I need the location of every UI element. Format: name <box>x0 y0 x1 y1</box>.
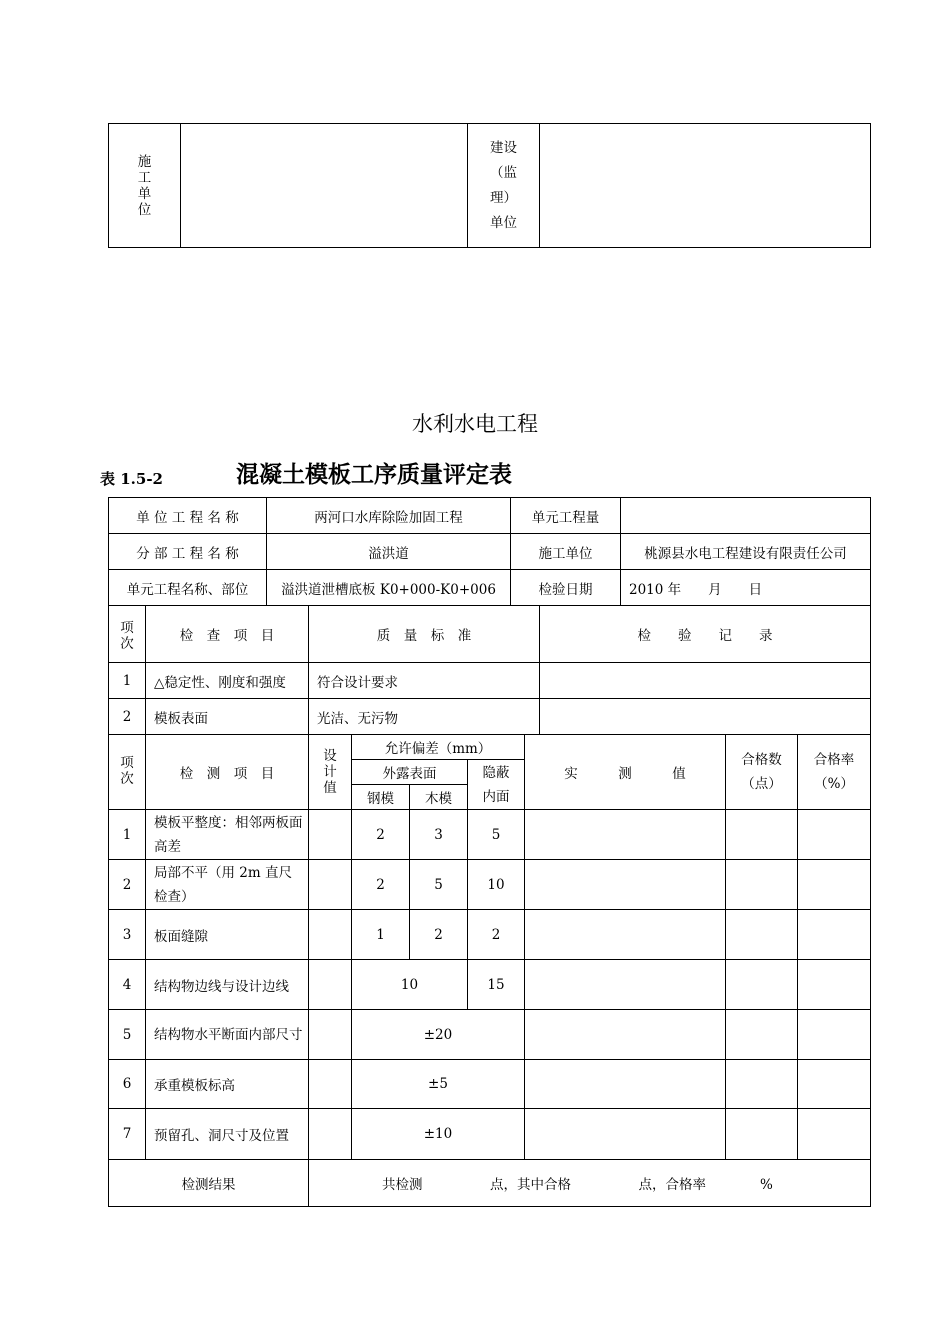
unit-project-label: 单 位 工 程 名 称 <box>109 498 267 534</box>
row-design[interactable] <box>309 1010 352 1060</box>
table-row <box>109 1060 871 1109</box>
result-text[interactable]: 共检测 点，其中合格 点，合格率 % <box>309 1160 871 1207</box>
row-wood: 5 <box>410 860 468 910</box>
row-steel: 2 <box>352 810 410 860</box>
result-label: 检测结果 <box>109 1160 309 1207</box>
row-design[interactable] <box>309 810 352 860</box>
col-pass-count: 合格数 （点） <box>726 735 798 810</box>
row-tolerance: ±20 <box>352 1010 525 1060</box>
row-pass-count[interactable] <box>726 1109 798 1160</box>
construction-unit-signature[interactable] <box>181 124 468 248</box>
element-label: 单元工程名称、部位 <box>109 570 267 606</box>
row-no: 6 <box>109 1060 146 1109</box>
contractor-value[interactable]: 桃源县水电工程建设有限责任公司 <box>621 534 871 570</box>
row-pass-count[interactable] <box>726 910 798 960</box>
row-no: 5 <box>109 1010 146 1060</box>
col-record: 检 验 记 录 <box>540 606 871 663</box>
table-row <box>109 810 871 860</box>
result-row <box>109 1160 871 1207</box>
col-design: 设 计 值 <box>309 735 352 810</box>
header-info-table <box>108 497 871 606</box>
col-measured: 实 测 值 <box>525 735 726 810</box>
row-measured[interactable] <box>525 1010 726 1060</box>
row-measured[interactable] <box>525 810 726 860</box>
row-pass-rate[interactable] <box>798 1109 871 1160</box>
row-measured[interactable] <box>525 860 726 910</box>
row-design[interactable] <box>309 960 352 1010</box>
row-tolerance: ±10 <box>352 1109 525 1160</box>
date-label: 检验日期 <box>511 570 621 606</box>
row-pass-rate[interactable] <box>798 860 871 910</box>
row-wood: 2 <box>410 910 468 960</box>
row-design[interactable] <box>309 1109 352 1160</box>
row-no: 2 <box>109 699 146 735</box>
col-standard: 质 量 标 准 <box>309 606 540 663</box>
doc-title: 混凝土模板工序质量评定表 <box>236 461 512 488</box>
row-measured[interactable] <box>525 1060 726 1109</box>
row-item: 结构物水平断面内部尺寸 <box>146 1010 309 1060</box>
row-item: 承重模板标高 <box>146 1060 309 1109</box>
inspection-table <box>108 605 871 735</box>
row-wood: 3 <box>410 810 468 860</box>
row-item: 局部不平（用 2m 直尺检查） <box>146 860 309 910</box>
doc-subtitle: 水利水电工程 <box>412 412 538 436</box>
row-tolerance: ±5 <box>352 1060 525 1109</box>
row-pass-count[interactable] <box>726 960 798 1010</box>
row-hidden: 2 <box>468 910 525 960</box>
owner-unit-signature[interactable] <box>540 124 871 248</box>
row-pass-count[interactable] <box>726 860 798 910</box>
row-hidden: 5 <box>468 810 525 860</box>
row-item: 模板表面 <box>146 699 309 735</box>
sub-project-label: 分 部 工 程 名 称 <box>109 534 267 570</box>
signature-table <box>108 123 871 248</box>
row-no: 7 <box>109 1109 146 1160</box>
table-row <box>109 910 871 960</box>
date-value[interactable]: 2010 年 月 日 <box>621 570 871 606</box>
row-item: 预留孔、洞尺寸及位置 <box>146 1109 309 1160</box>
row-no: 1 <box>109 810 146 860</box>
col-steel: 钢模 <box>352 785 410 810</box>
unit-quantity-label: 单元工程量 <box>511 498 621 534</box>
table-row <box>109 699 871 735</box>
row-item: 板面缝隙 <box>146 910 309 960</box>
table-row <box>109 860 871 910</box>
row-pass-rate[interactable] <box>798 910 871 960</box>
row-steel: 2 <box>352 860 410 910</box>
row-no: 2 <box>109 860 146 910</box>
row-hidden: 15 <box>468 960 525 1010</box>
row-no: 1 <box>109 663 146 699</box>
col-pass-rate: 合格率 （%） <box>798 735 871 810</box>
row-pass-rate[interactable] <box>798 1060 871 1109</box>
row-record[interactable] <box>540 699 871 735</box>
col-no: 项 次 <box>109 606 146 663</box>
row-design[interactable] <box>309 910 352 960</box>
row-item: 模板平整度：相邻两板面高差 <box>146 810 309 860</box>
row-item: △稳定性、刚度和强度 <box>146 663 309 699</box>
col-hidden: 隐蔽 内面 <box>468 760 525 810</box>
table-row <box>109 663 871 699</box>
row-standard: 光洁、无污物 <box>309 699 540 735</box>
row-standard: 符合设计要求 <box>309 663 540 699</box>
sub-project-value[interactable]: 溢洪道 <box>267 534 511 570</box>
row-pass-rate[interactable] <box>798 960 871 1010</box>
row-item: 结构物边线与设计边线 <box>146 960 309 1010</box>
row-no: 3 <box>109 910 146 960</box>
construction-unit-label: 施 工 单 位 <box>109 124 181 248</box>
row-design[interactable] <box>309 1060 352 1109</box>
unit-project-value[interactable]: 两河口水库除险加固工程 <box>267 498 511 534</box>
element-value[interactable]: 溢洪道泄槽底板 K0+000-K0+006 <box>267 570 511 606</box>
row-pass-count[interactable] <box>726 1060 798 1109</box>
contractor-label: 施工单位 <box>511 534 621 570</box>
row-exposed: 10 <box>352 960 468 1010</box>
row-pass-count[interactable] <box>726 1010 798 1060</box>
row-pass-rate[interactable] <box>798 810 871 860</box>
row-hidden: 10 <box>468 860 525 910</box>
row-pass-rate[interactable] <box>798 1010 871 1060</box>
col-tolerance: 允许偏差（mm） <box>352 735 525 760</box>
row-design[interactable] <box>309 860 352 910</box>
col-item: 检 查 项 目 <box>146 606 309 663</box>
row-no: 4 <box>109 960 146 1010</box>
col-wood: 木模 <box>410 785 468 810</box>
owner-unit-label: 建设 （监 理） 单位 <box>468 124 540 248</box>
row-record[interactable] <box>540 663 871 699</box>
col-exposed: 外露表面 <box>352 760 468 785</box>
unit-quantity-value[interactable] <box>621 498 871 534</box>
col-no: 项 次 <box>109 735 146 810</box>
row-steel: 1 <box>352 910 410 960</box>
row-pass-count[interactable] <box>726 810 798 860</box>
row-measured[interactable] <box>525 960 726 1010</box>
table-number: 表 1.5-2 <box>100 470 163 488</box>
row-measured[interactable] <box>525 1109 726 1160</box>
table-row <box>109 960 871 1010</box>
table-row <box>109 1109 871 1160</box>
col-item: 检 测 项 目 <box>146 735 309 810</box>
table-row <box>109 1010 871 1060</box>
measurement-table <box>108 734 871 1207</box>
row-measured[interactable] <box>525 910 726 960</box>
